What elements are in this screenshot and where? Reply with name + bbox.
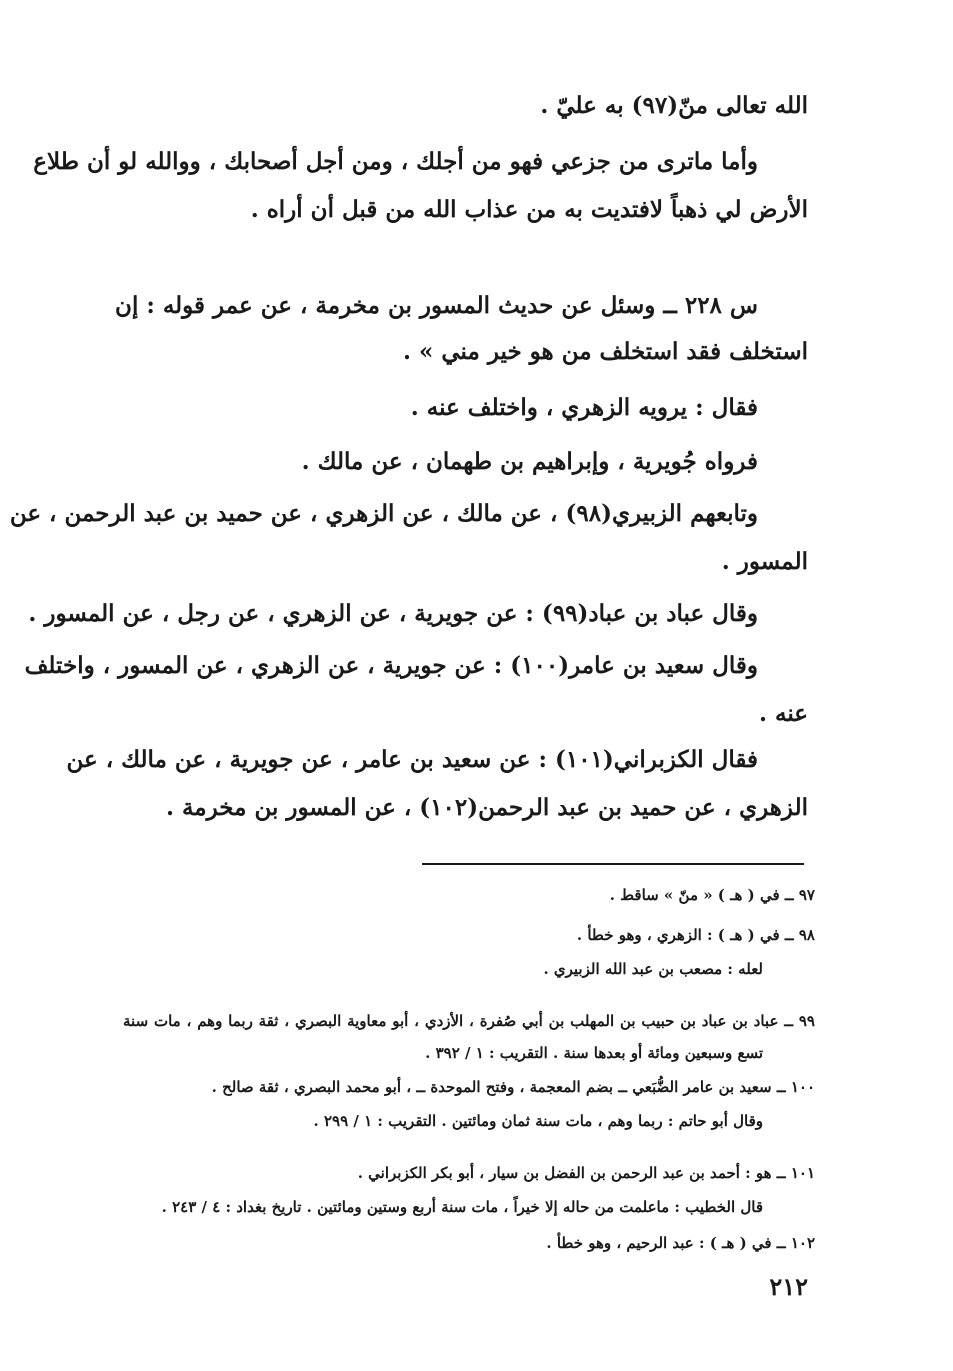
- body-line: وتابعهم الزبيري(٩٨) ، عن مالك ، عن الزهري ، عن حميد بن عبد الرحمن ، عن: [9, 500, 758, 527]
- page-number: ٢١٢: [769, 1272, 808, 1301]
- body-line: الأرض لي ذهباً لافتديت به من عذاب الله من قبل أن أراه .: [250, 196, 808, 223]
- footnote-97: ٩٧ ــ في ( هـ ) « منّ » ساقط .: [609, 886, 815, 904]
- footnote-102: ١٠٢ ــ في ( هـ ) : عبد الرحيم ، وهو خطأ .: [546, 1234, 815, 1252]
- body-line: عنه .: [758, 700, 808, 727]
- body-line: الزهري ، عن حميد بن عبد الرحمن(١٠٢) ، عن المسور بن مخرمة .: [165, 794, 808, 821]
- question-228-line: س ٢٢٨ ــ وسئل عن حديث المسور بن مخرمة ، عن عمر قوله : إن: [115, 292, 758, 319]
- footnote-100-continued: وقال أبو حاتم : ربما وهم ، مات سنة ثمان ومائتين . التقريب : ١ / ٢٩٩ .: [313, 1112, 763, 1130]
- footnote-divider: [422, 863, 804, 865]
- body-line: استخلف فقد استخلف من هو خير مني » .: [402, 338, 808, 365]
- body-line: الله تعالى منّ(٩٧) به عليّ .: [540, 92, 808, 119]
- body-line: فرواه جُويرية ، وإبراهيم بن طهمان ، عن مالك .: [301, 448, 758, 475]
- body-line: فقال الكزبراني(١٠١) : عن سعيد بن عامر ، عن جويرية ، عن مالك ، عن: [66, 746, 758, 773]
- footnote-101: ١٠١ ــ هو : أحمد بن عبد الرحمن بن الفضل بن سيار ، أبو بكر الكزبراني .: [357, 1164, 815, 1182]
- body-line: فقال : يرويه الزهري ، واختلف عنه .: [410, 394, 758, 421]
- footnote-99: ٩٩ ــ عباد بن عباد بن حبيب بن المهلب بن أبي صُفرة ، الأزدي ، أبو معاوية البصري ، ثقة ربما وهم ، مات سنة: [123, 1012, 815, 1030]
- footnote-101-continued: قال الخطيب : ماعلمت من حاله إلا خيراً ، مات سنة أربع وستين ومائتين . تاريخ بغداد : ٤ / ٢٤٣ .: [161, 1198, 763, 1216]
- body-line: المسور .: [721, 548, 808, 575]
- body-line: وقال عباد بن عباد(٩٩) : عن جويرية ، عن الزهري ، عن رجل ، عن المسور .: [28, 600, 758, 627]
- footnote-98: ٩٨ ــ في ( هـ ) : الزهري ، وهو خطأ .: [576, 926, 815, 944]
- footnote-98-continued: لعله : مصعب بن عبد الله الزبيري .: [543, 960, 763, 978]
- body-line: وأما ماترى من جزعي فهو من أجلك ، ومن أجل أصحابك ، ووالله لو أن طلاع: [33, 148, 758, 175]
- body-line: وقال سعيد بن عامر(١٠٠) : عن جويرية ، عن الزهري ، عن المسور ، واختلف: [24, 652, 758, 679]
- footnote-99-continued: تسع وسبعين ومائة أو بعدها سنة . التقريب : ١ / ٣٩٢ .: [425, 1044, 763, 1062]
- footnote-100: ١٠٠ ــ سعيد بن عامر الضُّبَعي ــ بضم المعجمة ، وفتح الموحدة ــ ، أبو محمد البصري ، ثقة صالح .: [211, 1078, 815, 1096]
